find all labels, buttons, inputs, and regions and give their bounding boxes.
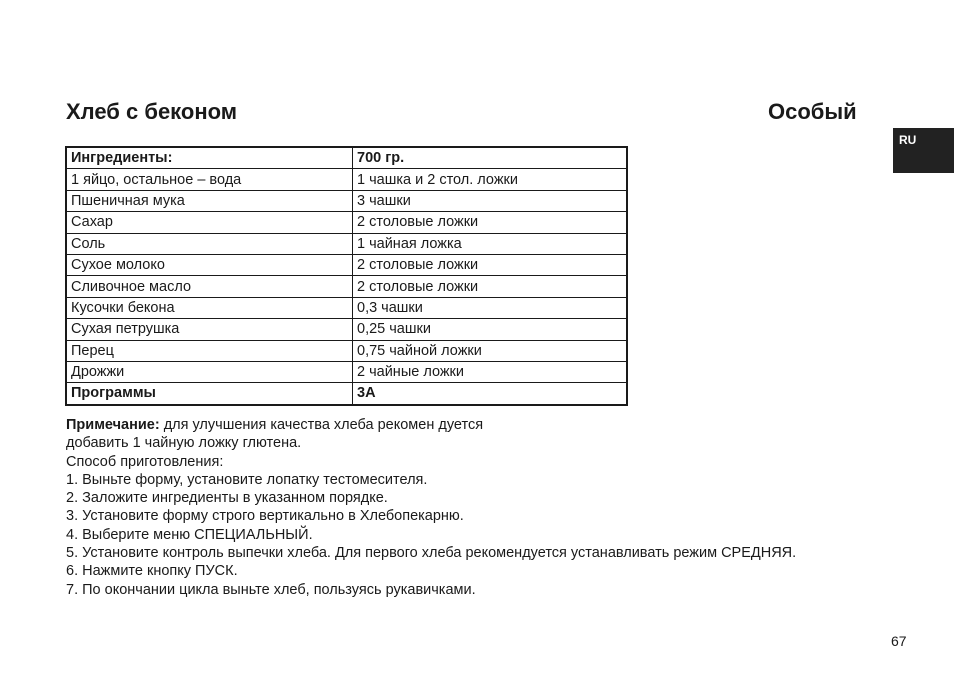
table-header-row xyxy=(66,147,627,169)
ingredient-amount: 1 чайная ложка xyxy=(353,233,628,254)
table-row xyxy=(66,233,627,254)
table-row xyxy=(66,297,627,318)
note-text: для улучшения качества хлеба рекомен дуется xyxy=(159,417,484,433)
method-steps xyxy=(66,471,896,599)
note-label: Примечание: xyxy=(66,417,160,433)
note-line xyxy=(66,416,896,434)
method-step: 5. Установите контроль выпечки хлеба. Для первого хлеба рекомендуется устанавливать режим СРЕДНЯЯ. xyxy=(66,545,797,562)
ingredient-name: Сливочное масло xyxy=(66,276,353,297)
ingredient-name: Перец xyxy=(66,340,353,361)
ingredient-amount: 2 столовые ложки xyxy=(353,276,628,297)
table-row xyxy=(66,276,627,297)
ingredient-name: Кусочки бекона xyxy=(66,297,353,318)
ingredient-amount: 2 столовые ложки xyxy=(353,212,628,233)
table-header-cell: 700 гр. xyxy=(353,147,628,169)
table-header-cell: Ингредиенты: xyxy=(66,147,353,169)
language-tab xyxy=(893,128,954,173)
ingredient-name: Сахар xyxy=(66,212,353,233)
note-line: добавить 1 чайную ложку глютена. xyxy=(66,435,302,452)
recipe-instructions xyxy=(66,416,896,599)
program-value: 3А xyxy=(353,383,628,405)
table-row xyxy=(66,340,627,361)
table-footer-row xyxy=(66,383,627,405)
table-row xyxy=(66,319,627,340)
ingredient-name: Пшеничная мука xyxy=(66,190,353,211)
method-step: 2. Заложите ингредиенты в указанном порядке. xyxy=(66,490,388,507)
method-step: 6. Нажмите кнопку ПУСК. xyxy=(66,563,238,580)
program-label: Программы xyxy=(66,383,353,405)
table-row xyxy=(66,212,627,233)
ingredient-amount: 0,3 чашки xyxy=(353,297,628,318)
ingredients-table xyxy=(65,146,628,406)
ingredient-amount: 0,75 чайной ложки xyxy=(353,340,628,361)
ingredient-amount: 0,25 чашки xyxy=(353,319,628,340)
method-step: 7. По окончании цикла выньте хлеб, пользуясь рукавичками. xyxy=(66,581,476,598)
recipe-title: Хлеб с беконом xyxy=(66,99,238,124)
table-row xyxy=(66,169,627,190)
language-tab-label: RU xyxy=(899,133,917,147)
ingredient-name: Сухая петрушка xyxy=(66,319,353,340)
table-row xyxy=(66,190,627,211)
ingredient-amount: 3 чашки xyxy=(353,190,628,211)
ingredient-name: 1 яйцо, остальное – вода xyxy=(66,169,353,190)
ingredient-amount: 1 чашка и 2 стол. ложки xyxy=(353,169,628,190)
method-step: 3. Установите форму строго вертикально в Хлебопекарню. xyxy=(66,508,464,525)
method-step: 1. Выньте форму, установите лопатку тестомесителя. xyxy=(66,471,428,488)
ingredient-name: Дрожжи xyxy=(66,361,353,382)
ingredient-name: Соль xyxy=(66,233,353,254)
table-row xyxy=(66,361,627,382)
table-row xyxy=(66,254,627,275)
ingredient-amount: 2 столовые ложки xyxy=(353,254,628,275)
ingredient-amount: 2 чайные ложки xyxy=(353,361,628,382)
category-title: Особый xyxy=(768,99,857,124)
method-step: 4. Выберите меню СПЕЦИАЛЬНЫЙ. xyxy=(66,526,313,543)
page-number: 67 xyxy=(891,633,907,649)
ingredient-name: Сухое молоко xyxy=(66,254,353,275)
method-heading: Способ приготовления: xyxy=(66,453,224,470)
